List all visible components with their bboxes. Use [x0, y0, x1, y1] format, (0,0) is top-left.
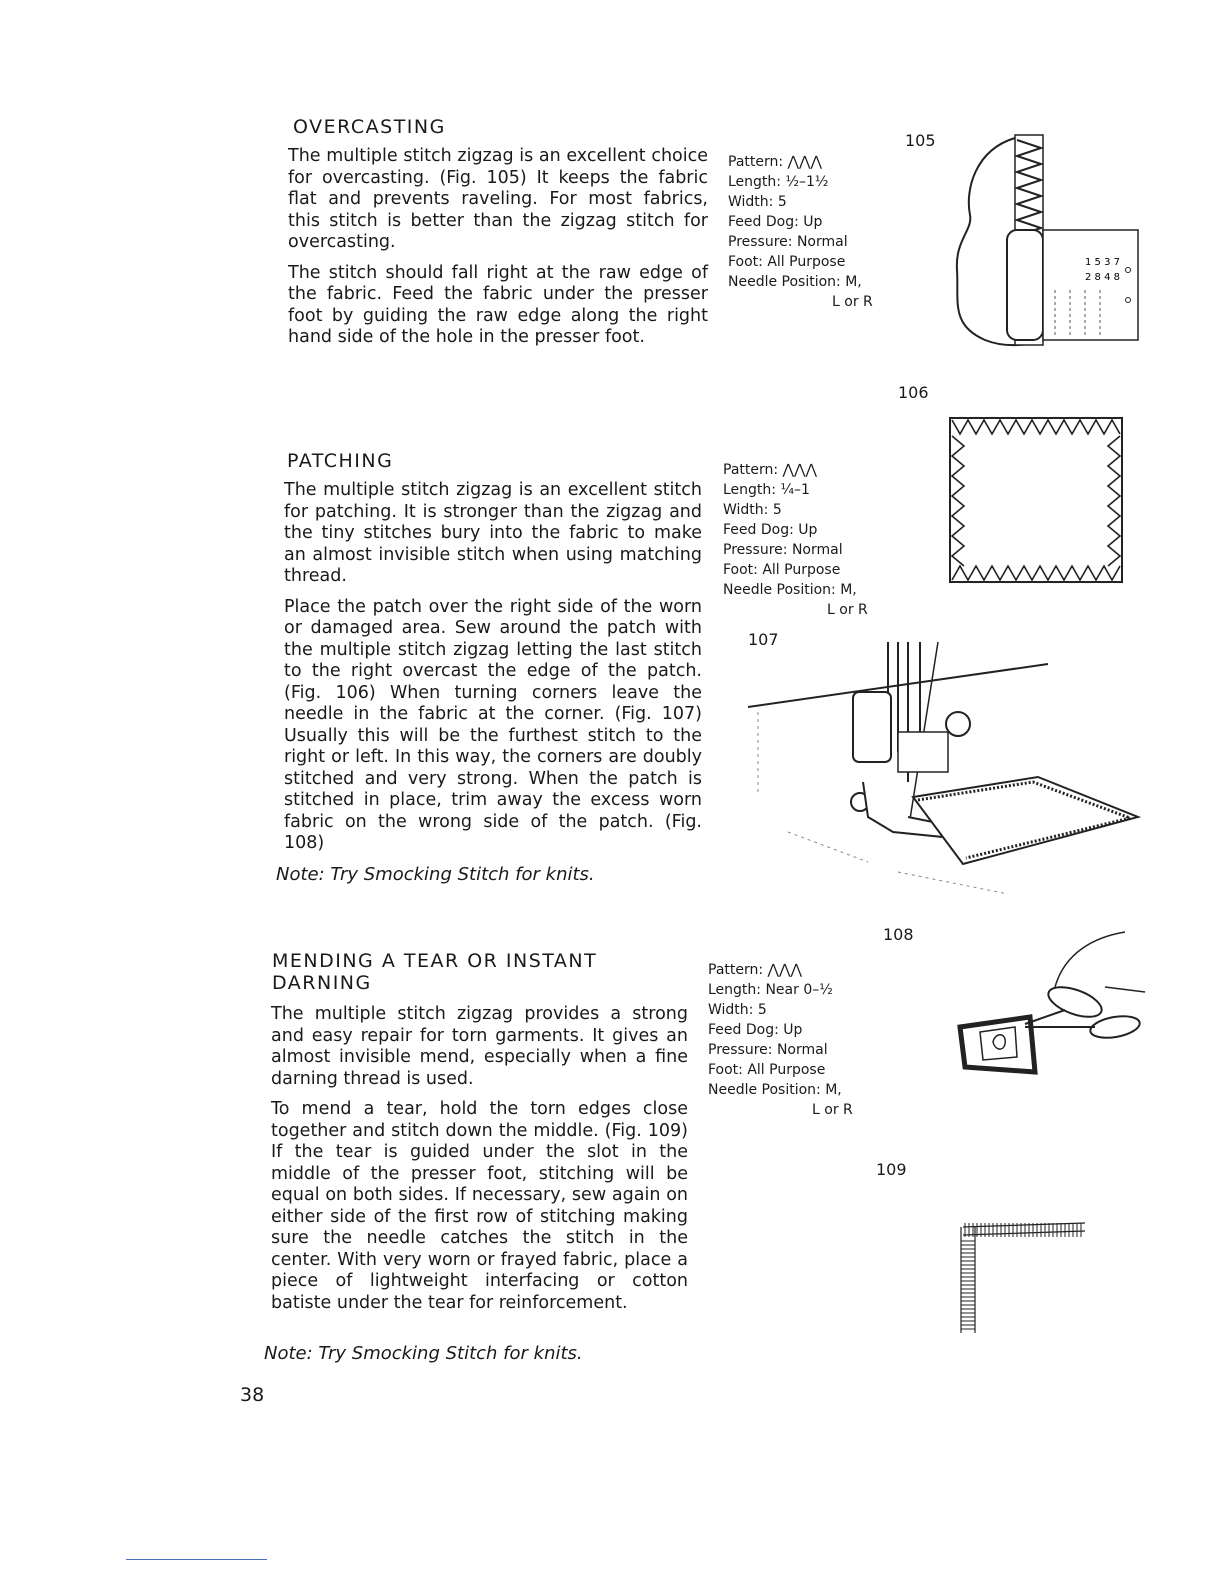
paragraph: The multiple stitch zigzag is an excellent stitch for patching. It is stronger than the zigzag and the tiny stitches bury into the fabric to make an almost invisible stitch when using matching thread.	[284, 480, 702, 586]
patching-heading: PATCHING	[287, 450, 394, 472]
figure-107-machine-illustration	[748, 632, 1148, 900]
figure-number-105: 105	[905, 131, 936, 150]
patching-note: Note: Try Smocking Stitch for knits.	[276, 864, 595, 885]
setting-needle-position: Needle Position: M,	[708, 1082, 842, 1098]
setting-width: Width: 5	[723, 502, 782, 518]
mending-body	[271, 1004, 688, 1323]
setting-pattern: Pattern: ⋀⋀⋀	[723, 462, 817, 478]
figure-106-patch-illustration	[944, 412, 1128, 588]
mending-heading: MENDING A TEAR OR INSTANT DARNING	[272, 950, 598, 994]
setting-width: Width: 5	[728, 194, 787, 210]
setting-pattern: Pattern: ⋀⋀⋀	[708, 962, 802, 978]
setting-width: Width: 5	[708, 1002, 767, 1018]
paragraph: To mend a tear, hold the torn edges close together and stitch down the middle. (Fig. 109) If the tear is guided under the slot in the middle of the presser foot, stitching will be equal on both sides. If necessary, sew again on either side of the first row of stitching making sure the needle catches the stitch in the center. With very worn or frayed fabric, place a piece of lightweight interfacing or cotton batiste under the tear for reinforcement.	[271, 1099, 688, 1313]
page-number: 38	[240, 1384, 265, 1406]
setting-needle-position: Needle Position: M,	[728, 274, 862, 290]
figure-number-108: 108	[883, 925, 914, 944]
setting-feed-dog: Feed Dog: Up	[723, 522, 818, 538]
setting-pressure: Pressure: Normal	[708, 1042, 828, 1058]
setting-pressure: Pressure: Normal	[723, 542, 843, 558]
paragraph: The multiple stitch zigzag is an excellent choice for overcasting. (Fig. 105) It keeps the fabric flat and prevents raveling. For most fabrics, this stitch is better than the zigzag stitch for overcasting.	[288, 146, 708, 252]
overcasting-settings	[728, 152, 873, 312]
paragraph: The multiple stitch zigzag provides a strong and easy repair for torn garments. It gives an almost invisible mend, especially when a fine darning thread is used.	[271, 1004, 688, 1089]
setting-needle-position: Needle Position: M,	[723, 582, 857, 598]
footer-rule	[126, 1559, 267, 1560]
setting-feed-dog: Feed Dog: Up	[728, 214, 823, 230]
patching-body	[284, 480, 702, 864]
overcasting-body	[288, 146, 708, 358]
mending-settings	[708, 960, 853, 1120]
figure-number-106: 106	[898, 383, 929, 402]
setting-needle-position-cont: L or R	[812, 1102, 853, 1118]
paragraph: Place the patch over the right side of the worn or damaged area. Sew around the patch with the multiple stitch zigzag letting the last stitch to the right overcast the edge of the patch. (Fig. 106) When turning corners leave the needle in the fabric at the corner. (Fig. 107) Usually this will be the furthest stitch to the right or left. In this way, the corners are doubly stitched and very strong. When the patch is stitched in place, trim away the excess worn fabric on the wrong side of the patch. (Fig. 108)	[284, 596, 702, 853]
setting-length: Length: Near 0–½	[708, 982, 833, 998]
mending-note: Note: Try Smocking Stitch for knits.	[264, 1343, 583, 1364]
figure-105-illustration	[945, 130, 1145, 355]
setting-feed-dog: Feed Dog: Up	[708, 1022, 803, 1038]
figure-number-107: 107	[748, 630, 779, 649]
setting-needle-position-cont: L or R	[832, 294, 873, 310]
figure-108-trim-illustration	[955, 932, 1150, 1077]
patching-settings	[723, 460, 868, 620]
setting-pattern: Pattern: ⋀⋀⋀	[728, 154, 822, 170]
svg-text:2 8 4 8: 2 8 4 8	[1085, 272, 1120, 283]
overcasting-heading: OVERCASTING	[293, 116, 446, 138]
setting-needle-position-cont: L or R	[827, 602, 868, 618]
setting-foot: Foot: All Purpose	[708, 1062, 826, 1078]
setting-foot: Foot: All Purpose	[723, 562, 841, 578]
setting-foot: Foot: All Purpose	[728, 254, 846, 270]
setting-pressure: Pressure: Normal	[728, 234, 848, 250]
figure-number-109: 109	[876, 1160, 907, 1179]
svg-text:1 5 3 7: 1 5 3 7	[1085, 257, 1120, 268]
paragraph: The stitch should fall right at the raw edge of the fabric. Feed the fabric under the presser foot by guiding the raw edge along the right hand side of the hole in the presser foot.	[288, 262, 708, 347]
setting-length: Length: ¼–1	[723, 482, 810, 498]
figure-109-darning-illustration	[955, 1215, 1090, 1335]
setting-length: Length: ½–1½	[728, 174, 829, 190]
